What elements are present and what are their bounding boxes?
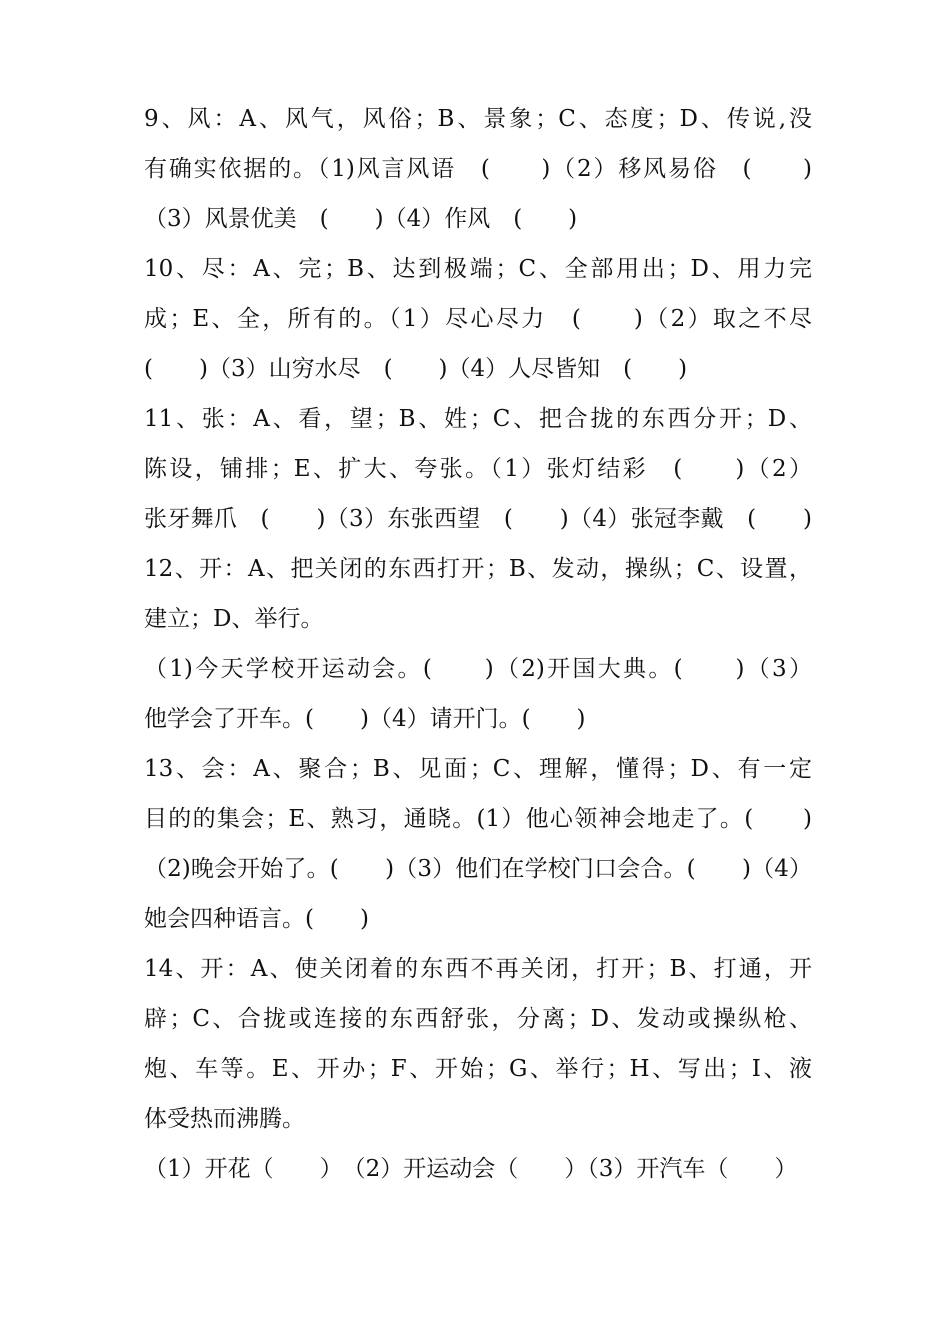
text-line: 体受热而沸腾。 (144, 1106, 305, 1132)
text-line: （3）风景优美 ( )（4）作风 ( ) (144, 206, 578, 232)
text-line: 11、张：A、看，望；B、姓；C、把合拢的东西分开；D、 (144, 406, 812, 432)
text-line: 辟；C、合拢或连接的东西舒张，分离；D、发动或操纵枪、 (144, 1006, 812, 1032)
text-line: （1）开花（ ） （2）开运动会（ ）（3）开汽车（ ） (144, 1156, 798, 1182)
text-line: 陈设，铺排；E、扩大、夸张。（1）张灯结彩 ( )（2） (144, 456, 812, 482)
text-line: 他学会了开车。( )（4）请开门。( ) (144, 706, 586, 732)
text-line: ( )（3）山穷水尽 ( )（4）人尽皆知 ( ) (144, 356, 688, 382)
text-line: 张牙舞爪 ( )（3）东张西望 ( )（4）张冠李戴 ( ) (144, 506, 812, 532)
text-line: 14、开：A、使关闭着的东西不再关闭，打开；B、打通，开 (144, 956, 812, 982)
document-body (144, 94, 812, 1194)
text-line: 她会四种语言。( ) (144, 906, 369, 932)
text-line: （2)晚会开始了。( )（3）他们在学校门口会合。( )（4） (144, 856, 812, 882)
text-line: 有确实依据的。（1)风言风语 ( )（2）移风易俗 ( ) (144, 156, 812, 182)
text-line: 13、会：A、聚合；B、见面；C、理解，懂得；D、有一定 (144, 756, 812, 782)
text-line: 12、开：A、把关闭的东西打开；B、发动，操纵；C、设置， (144, 556, 812, 582)
text-line: 目的的集会；E、熟习，通晓。(1）他心领神会地走了。( ) (144, 806, 812, 832)
text-line: 10、尽：A、完；B、达到极端；C、全部用出；D、用力完 (144, 256, 812, 282)
text-line: 建立；D、举行。 (144, 606, 324, 632)
text-line: （1)今天学校开运动会。( )（2)开国大典。( )（3） (144, 656, 812, 682)
text-line: 9、风：A、风气，风俗；B、景象；C、态度；D、传说,没 (144, 106, 812, 132)
text-line: 成；E、全，所有的。（1）尽心尽力 ( )（2）取之不尽 (144, 306, 812, 332)
text-line: 炮、车等。E、开办；F、开始；G、举行；H、写出；I、液 (144, 1056, 812, 1082)
